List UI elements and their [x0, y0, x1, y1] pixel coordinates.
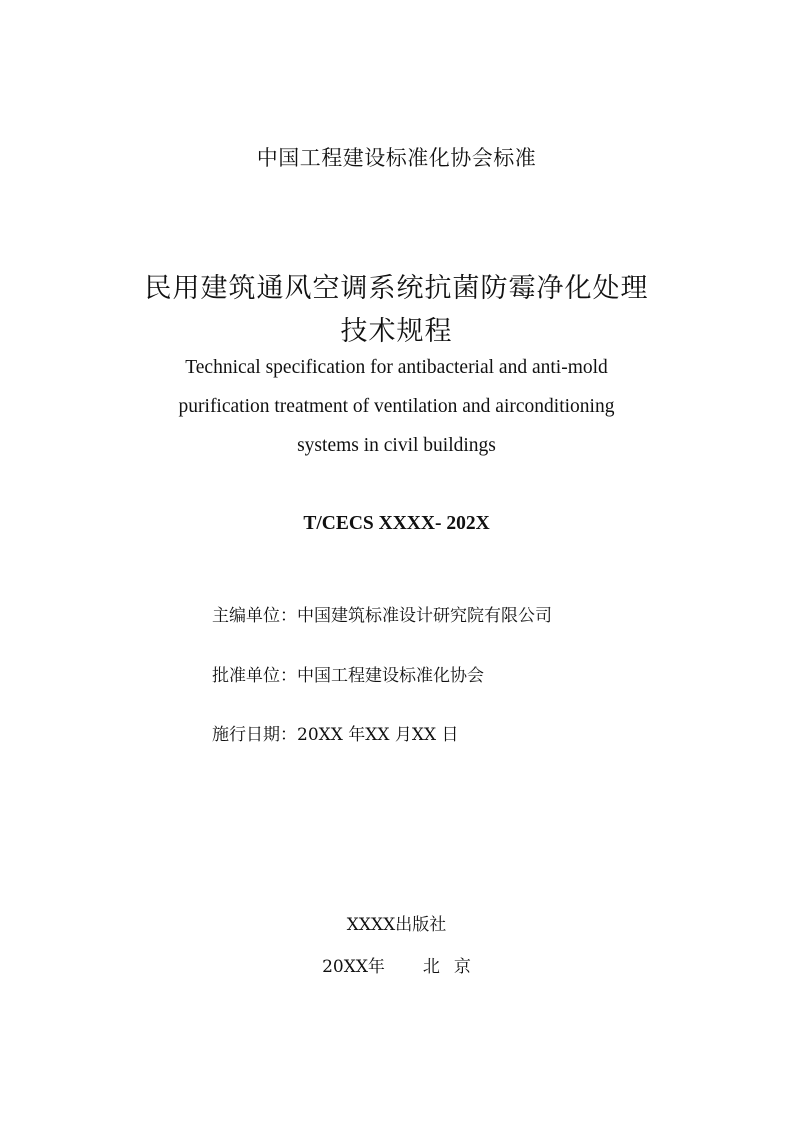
editor-value: 中国建筑标准设计研究院有限公司 — [297, 606, 552, 626]
publisher-year: 20XX年 — [322, 957, 385, 977]
title-en-line2: purification treatment of ventilation and airconditioning — [178, 396, 615, 417]
editor-label: 主编单位： — [212, 606, 297, 626]
publisher-year-city — [0, 952, 793, 977]
approver-label: 批准单位： — [212, 666, 297, 686]
effective-date-value: 20XX 年XX 月XX 日 — [297, 725, 459, 745]
effective-date-row — [212, 720, 458, 745]
publisher-city-char1: 北 — [422, 957, 440, 977]
approver-value: 中国工程建设标准化协会 — [297, 666, 484, 686]
title-zh-line2: 技术规程 — [340, 316, 453, 347]
approver-row — [212, 661, 484, 686]
title-en-line1: Technical specification for antibacterial and anti-mold — [185, 357, 608, 378]
effective-date-label: 施行日期： — [212, 725, 297, 745]
title-en-line3: systems in civil buildings — [297, 435, 496, 456]
publisher-name: XXXX出版社 — [346, 915, 447, 935]
standard-code: T/CECS XXXX- 202X — [303, 513, 490, 534]
editor-row — [212, 601, 552, 626]
title-zh-line1: 民用建筑通风空调系统抗菌防霉净化处理 — [144, 273, 649, 304]
publisher-city-char2: 京 — [453, 957, 471, 977]
org-standard-heading: 中国工程建设标准化协会标准 — [256, 146, 537, 170]
